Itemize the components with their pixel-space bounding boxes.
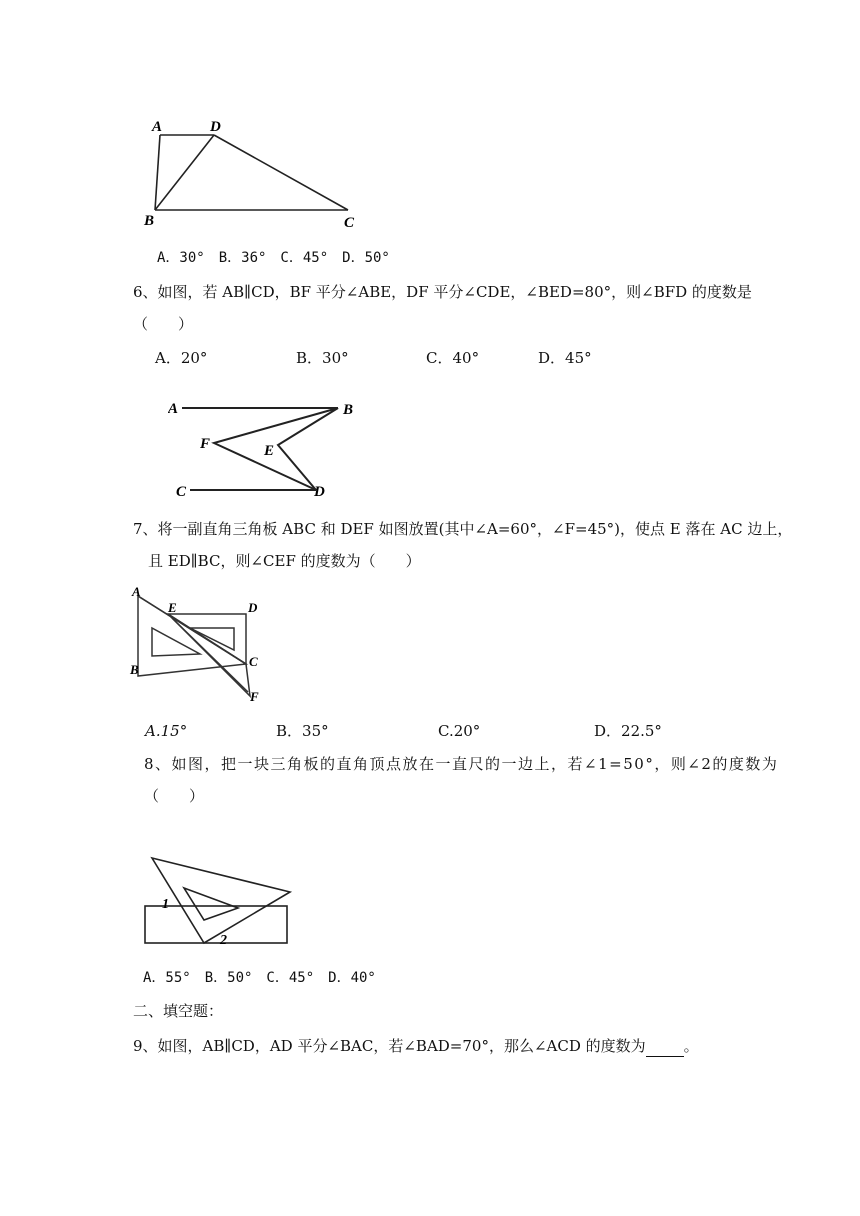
q6-option-a: A．20°	[155, 349, 208, 367]
q7-stem-line2: 且 ED∥BC，则∠CEF 的度数为（ ）	[148, 552, 421, 570]
q6-label-d: D	[314, 484, 325, 500]
q6-label-e: E	[264, 443, 275, 459]
q6-stem-line1: 6、如图，若 AB∥CD，BF 平分∠ABE，DF 平分∠CDE，∠BED=80°，则∠BFD 的度数是	[133, 283, 752, 301]
q8-label-2: 2	[220, 933, 227, 948]
section-2-heading: 二、填空题：	[133, 1002, 224, 1020]
q9-stem-text: 9、如图，AB∥CD，AD 平分∠BAC，若∠BAD=70°，那么∠ACD 的度数为	[133, 1037, 646, 1055]
q7-label-b: B	[130, 662, 139, 677]
q5-label-b: B	[144, 213, 155, 229]
q9-stem	[133, 1036, 699, 1057]
q6-label-b: B	[343, 402, 354, 418]
q9-stem-end: 。	[683, 1037, 699, 1055]
q8-label-1: 1	[162, 897, 169, 912]
q6-label-a: A	[168, 401, 179, 417]
q7-option-a: A.15°	[145, 722, 188, 740]
q7-option-c: C.20°	[438, 722, 481, 740]
q6-label-f: F	[200, 436, 211, 452]
q5-label-c: C	[344, 215, 355, 231]
q6-label-c: C	[176, 484, 187, 500]
q8-stem-line1: 8、如图，把一块三角板的直角顶点放在一直尺的一边上，若∠1=50°，则∠2的度数为	[144, 755, 779, 773]
q7-label-c: C	[249, 654, 258, 669]
q5-figure	[138, 115, 368, 235]
q9-answer-blank[interactable]	[646, 1036, 684, 1057]
q5-label-a: A	[152, 119, 163, 135]
q7-stem-line1: 7、将一副直角三角板 ABC 和 DEF 如图放置(其中∠A=60°，∠F=45°)，使点 E 落在 AC 边上，	[133, 520, 793, 538]
q6-option-b: B．30°	[296, 349, 349, 367]
q7-figure	[128, 584, 268, 706]
q7-label-f: F	[250, 689, 259, 704]
q8-figure	[138, 850, 298, 950]
q7-label-a: A	[132, 584, 141, 599]
q5-options: A．30° B．36° C．45° D．50°	[157, 250, 390, 266]
q6-option-d: D．45°	[538, 349, 592, 367]
q8-stem-line2: （ ）	[144, 787, 205, 805]
q6-figure	[168, 395, 368, 500]
q7-label-e: E	[168, 600, 177, 615]
q7-label-d: D	[248, 600, 258, 615]
q6-stem-line2: （ ）	[133, 315, 194, 333]
q7-option-d: D．22.5°	[594, 722, 662, 740]
q8-options: A．55° B．50° C．45° D．40°	[143, 970, 376, 986]
q7-option-b: B．35°	[276, 722, 329, 740]
q6-option-c: C．40°	[426, 349, 480, 367]
q5-label-d: D	[210, 119, 221, 135]
